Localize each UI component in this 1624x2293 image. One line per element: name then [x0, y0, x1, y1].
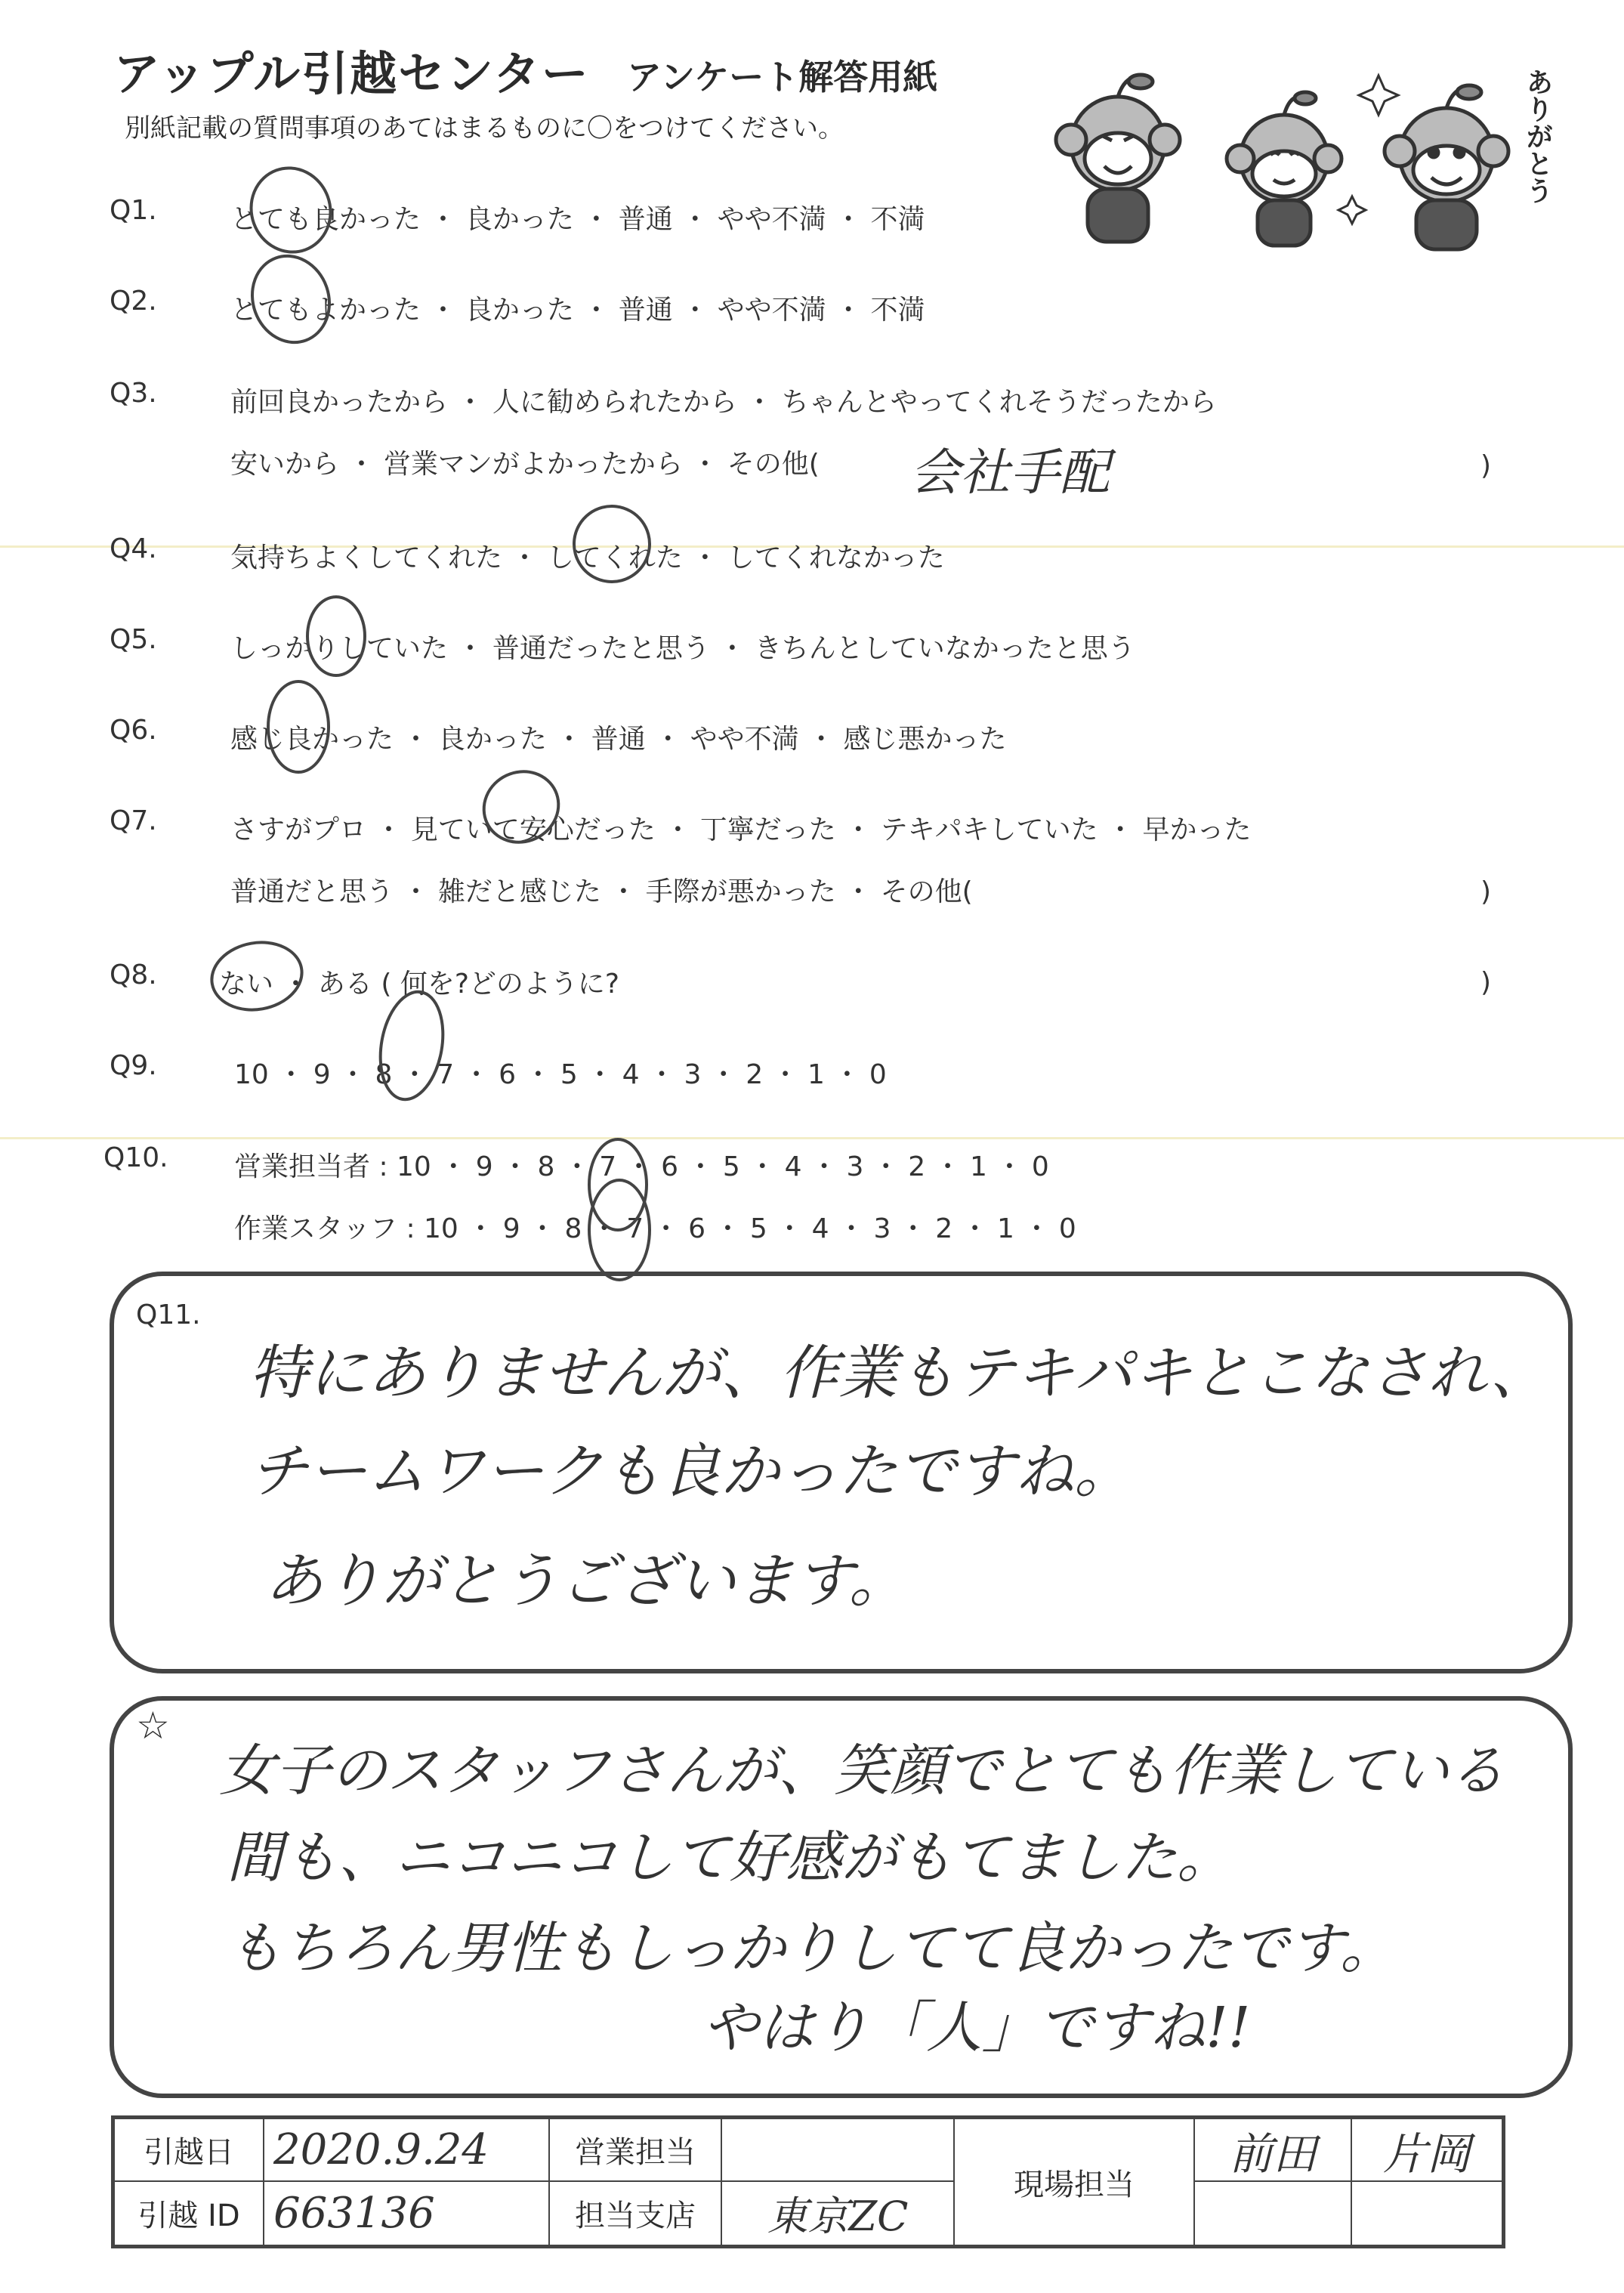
question-number: Q10.: [103, 1142, 168, 1173]
question-number: Q8.: [110, 960, 157, 990]
question-number: Q9.: [110, 1050, 157, 1081]
closing-paren: ): [1480, 967, 1492, 998]
question-options: 感じ良かった ・ 良かった ・ 普通 ・ やや不満 ・ 感じ悪かった: [230, 724, 1007, 755]
question-number: Q5.: [110, 624, 157, 655]
question-options: 安いから ・ 営業マンがよかったから ・ その他(: [230, 449, 820, 480]
extra-comment-line: やはり「人」ですね!!: [702, 1995, 1251, 2060]
site-staff-label: 現場担当: [953, 2118, 1195, 2246]
q11-label: Q11.: [136, 1299, 201, 1330]
question-number: Q6.: [110, 715, 157, 746]
q11-comment-line: チームワークも良かったですね。: [249, 1438, 1134, 1506]
form-name: アンケート解答用紙: [627, 57, 938, 97]
site-staff-empty: [1193, 2180, 1352, 2246]
handwritten-answer: 会社手配: [910, 443, 1110, 502]
question-options: 普通だと思う ・ 雑だと感じた ・ 手際が悪かった ・ その他(: [230, 876, 973, 907]
move-id-label: 引越 ID: [113, 2180, 264, 2246]
sales-rep-value: [721, 2118, 955, 2182]
question-options: 作業スタッフ : 10 ・ 9 ・ 8 ・ 7 ・ 6 ・ 5 ・ 4 ・ 3 ・ 2 ・ 1 ・ 0: [234, 1213, 1076, 1244]
question-options: さすがプロ ・ 見ていて安心だった ・ 丁寧だった ・ テキパキしていた ・ 早かった: [230, 814, 1252, 845]
question-number: Q4.: [110, 533, 157, 564]
extra-comment-line: もちろん男性もしっかりしてて良かったです。: [227, 1916, 1397, 1981]
question-number: Q7.: [110, 805, 157, 836]
branch-value: 東京ZC: [721, 2180, 955, 2246]
question-options: 気持ちよくしてくれた ・ してくれた ・ してくれなかった: [230, 542, 945, 573]
site-staff-2: 片岡: [1351, 2118, 1503, 2182]
question-options: とてもよかった ・ 良かった ・ 普通 ・ やや不満 ・ 不満: [230, 295, 925, 326]
move-date-value: 2020.9.24: [263, 2118, 550, 2182]
branch-label: 担当支店: [548, 2180, 722, 2246]
site-staff-empty: [1351, 2180, 1503, 2246]
question-options: 前回良かったから ・ 人に勧められたから ・ ちゃんとやってくれそうだったから: [230, 387, 1217, 418]
closing-paren: ): [1480, 876, 1492, 907]
q11-comment-line: ありがとうございます。: [264, 1547, 908, 1615]
question-number: Q3.: [110, 378, 157, 409]
question-options: 営業担当者 : 10 ・ 9 ・ 8 ・ 7 ・ 6 ・ 5 ・ 4 ・ 3 ・ 2 ・ 1 ・ 0: [234, 1151, 1049, 1182]
instruction-text: 別紙記載の質問事項のあてはまるものに〇をつけてください。: [125, 113, 844, 144]
extra-comment-line: 間も、ニコニコして好感がもてました。: [227, 1825, 1233, 1890]
q11-comment-line: 特にありませんが、作業もテキパキとこなされ、: [249, 1340, 1549, 1408]
footer-info-table: [111, 2115, 1505, 2248]
move-date-label: 引越日: [113, 2118, 264, 2182]
sales-rep-label: 営業担当: [548, 2118, 722, 2182]
question-options: 10 ・ 9 ・ 8 ・ 7 ・ 6 ・ 5 ・ 4 ・ 3 ・ 2 ・ 1 ・ 0: [234, 1059, 887, 1090]
mascot-text: ありがとう: [1522, 68, 1553, 204]
question-number: Q1.: [110, 195, 157, 226]
question-options: ない ・ ある ( 何を?どのように?: [219, 969, 620, 1000]
question-options: しっかりしていた ・ 普通だったと思う ・ きちんとしていなかったと思う: [230, 633, 1135, 664]
star-icon: ☆: [136, 1704, 170, 1748]
closing-paren: ): [1480, 450, 1492, 481]
move-id-value: 663136: [263, 2180, 550, 2246]
question-options: とても良かった ・ 良かった ・ 普通 ・ やや不満 ・ 不満: [230, 204, 925, 235]
site-staff-1: 前田: [1193, 2118, 1352, 2182]
question-number: Q2.: [110, 286, 157, 317]
extra-comment-line: 女子のスタッフさんが、笑顔でとても作業している: [219, 1738, 1505, 1803]
company-title: アップル引越センター: [113, 46, 590, 101]
